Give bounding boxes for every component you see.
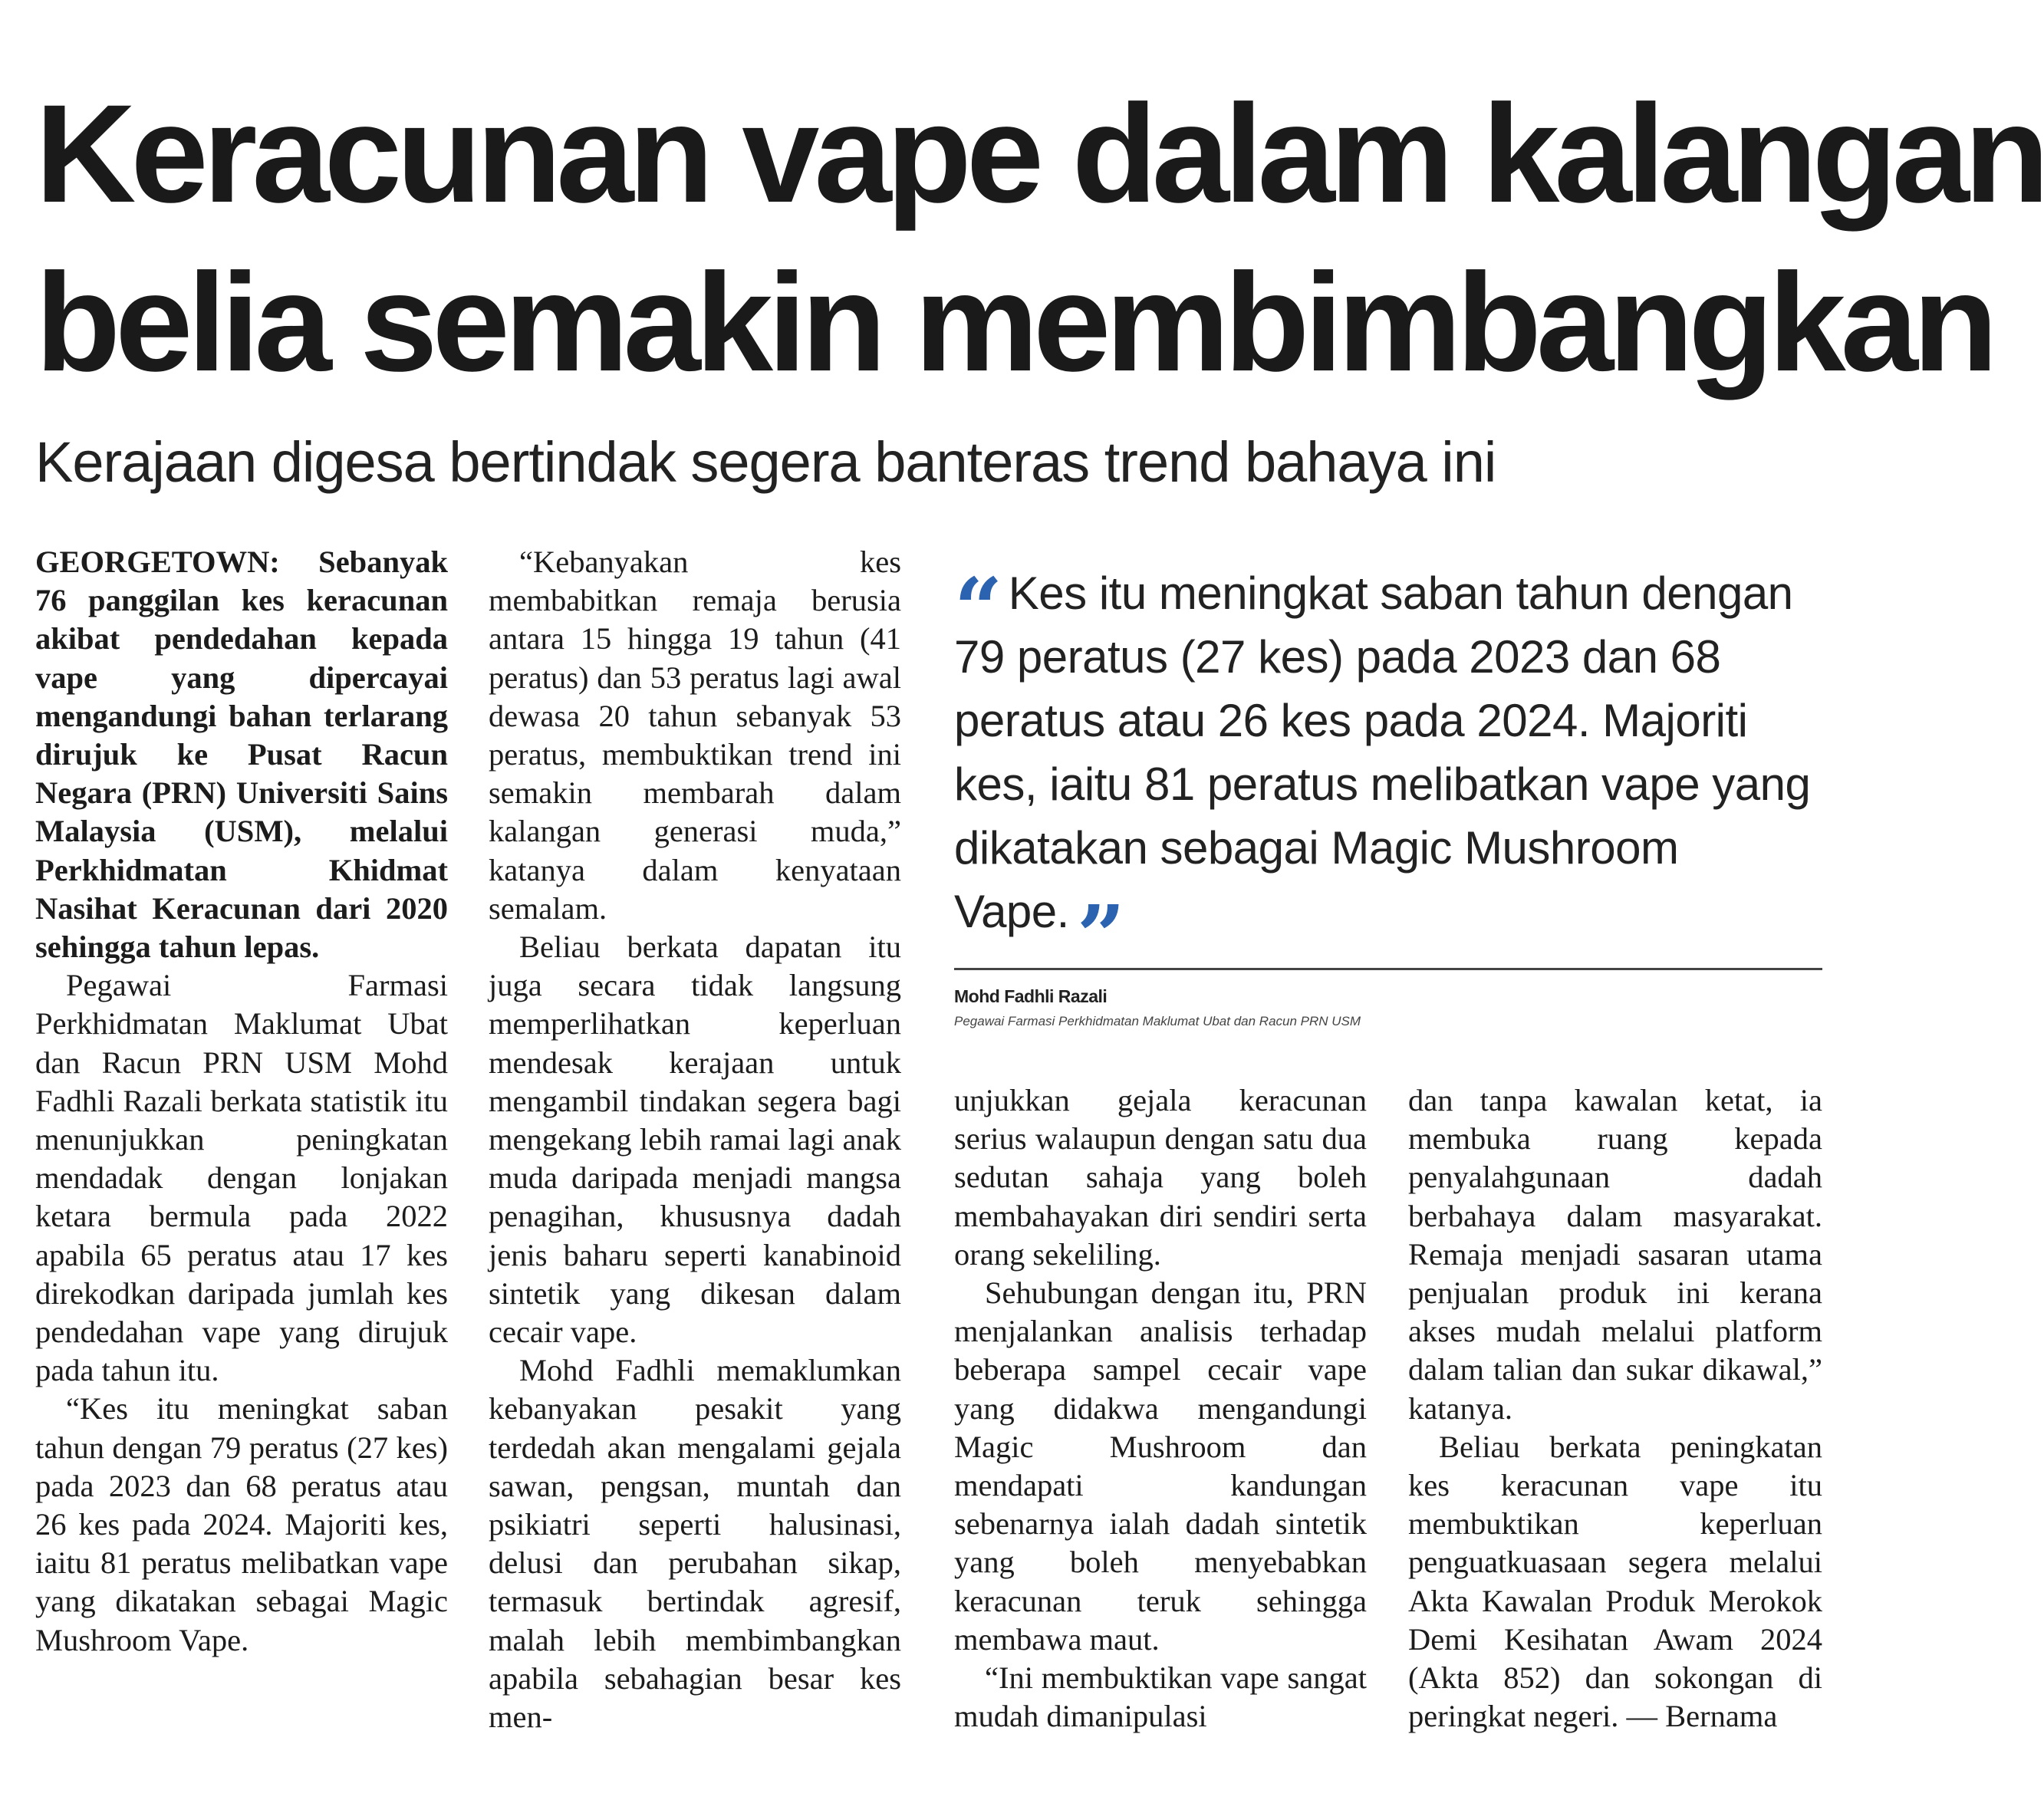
article-column-3 [954,1081,1367,1736]
pull-quote-divider [954,968,1822,970]
pull-quote [954,559,1817,986]
headline-line-1: Keracunan vape dalam kalangan [35,75,2044,232]
body-paragraph: “Kebanyakan kes membabitkan remaja berusia antara 15 hingga 19 tahun (41 peratus) dan 53 peratus lagi awal dewasa 20 tahun sebanyak 53 peratus, membuktikan trend ini semakin membarah dalam kalangan generasi muda,” katanya dalam kenyataan semalam. [489,545,901,926]
article-column-1 [35,543,448,1660]
body-paragraph: Mohd Fadhli memaklumkan kebanyakan pesakit yang terdedah akan mengalami gejala sawan, pengsan, muntah dan psikiatri seperti halusinasi, delusi dan perubahan sikap, termasuk bertindak agresif, malah lebih membimbangkan apabila sebahagian besar kes men- [489,1353,901,1735]
subheadline: Kerajaan digesa bertindak segera banteras trend bahaya ini [35,430,1496,494]
close-quote-icon: ” [1076,887,1125,986]
lead-paragraph: GEORGETOWN: Sebanyak 76 panggilan kes keracunan akibat pendedahan kepada vape yang dipercayai mengandungi bahan terlarang dirujuk ke Pusat Racun Negara (PRN) Universiti Sains Malaysia (USM), melalui Perkhidmatan Khidmat Nasihat Keracunan dari 2020 sehingga tahun lepas. [35,545,448,965]
body-paragraph: Beliau berkata peningkatan kes keracunan vape itu membuktikan keperluan penguatkuasaan segera melalui Akta Kawalan Produk Merokok Demi Kesihatan Awam 2024 (Akta 852) dan sokongan di peringkat negeri. — Bernama [1408,1429,1822,1734]
pull-quote-attribution-title: Pegawai Farmasi Perkhidmatan Maklumat Ubat dan Racun PRN USM [954,1014,1361,1028]
pull-quote-text: Kes itu meningkat saban tahun dengan 79 peratus (27 kes) pada 2023 dan 68 peratus atau 26 kes pada 2024. Majoriti kes, iaitu 81 peratus melibatkan vape yang dikatakan sebagai Magic Mushroom Vape. [954,568,1811,937]
body-paragraph: Beliau berkata dapatan itu juga secara tidak langsung memperlihatkan keperluan mendesak kerajaan untuk mengambil tindakan segera bagi mengekang lebih ramai lagi anak muda daripada menjadi mangsa penagihan, khususnya dadah jenis baharu seperti kanabinoid sintetik yang dikesan dalam cecair vape. [489,930,901,1350]
pull-quote-attribution-name: Mohd Fadhli Razali [954,986,1108,1006]
body-paragraph: dan tanpa kawalan ketat, ia membuka ruang kepada penyalahgunaan dadah berbahaya dalam masyarakat. Remaja menjadi sasaran utama penjualan produk ini kerana akses mudah melalui platform dalam talian dan sukar dikawal,” katanya. [1408,1083,1822,1426]
body-paragraph: Sehubungan dengan itu, PRN menjalankan analisis terhadap beberapa sampel cecair vape yang didakwa mengandungi Magic Mushroom dan mendapati kandungan sebenarnya ialah dadah sintetik yang boleh menyebabkan keracunan teruk sehingga membawa maut. [954,1275,1367,1657]
body-paragraph: Pegawai Farmasi Perkhidmatan Maklumat Ubat dan Racun PRN USM Mohd Fadhli Razali berkata statistik itu menunjukkan peningkatan mendadak dengan lonjakan ketara bermula pada 2022 apabila 65 peratus atau 17 kes direkodkan daripada jumlah kes pendedahan vape yang dirujuk pada tahun itu. [35,968,448,1388]
body-paragraph: “Ini membuktikan vape sangat mudah dimanipulasi [954,1660,1367,1734]
headline [35,69,2044,406]
body-paragraph: unjukkan gejala keracunan serius walaupun dengan satu dua sedutan sahaja yang boleh membahayakan diri sendiri serta orang sekeliling. [954,1083,1367,1272]
headline-line-2: belia semakin membimbangkan [35,244,1993,400]
article-column-4 [1408,1081,1822,1736]
article-column-2 [489,543,901,1736]
open-quote-icon: “ [954,559,1002,658]
body-paragraph: “Kes itu meningkat saban tahun dengan 79 peratus (27 kes) pada 2023 dan 68 peratus atau 26 kes pada 2024. Majoriti kes, iaitu 81 peratus melibatkan vape yang dikatakan sebagai Magic Mushroom Vape. [35,1391,448,1657]
